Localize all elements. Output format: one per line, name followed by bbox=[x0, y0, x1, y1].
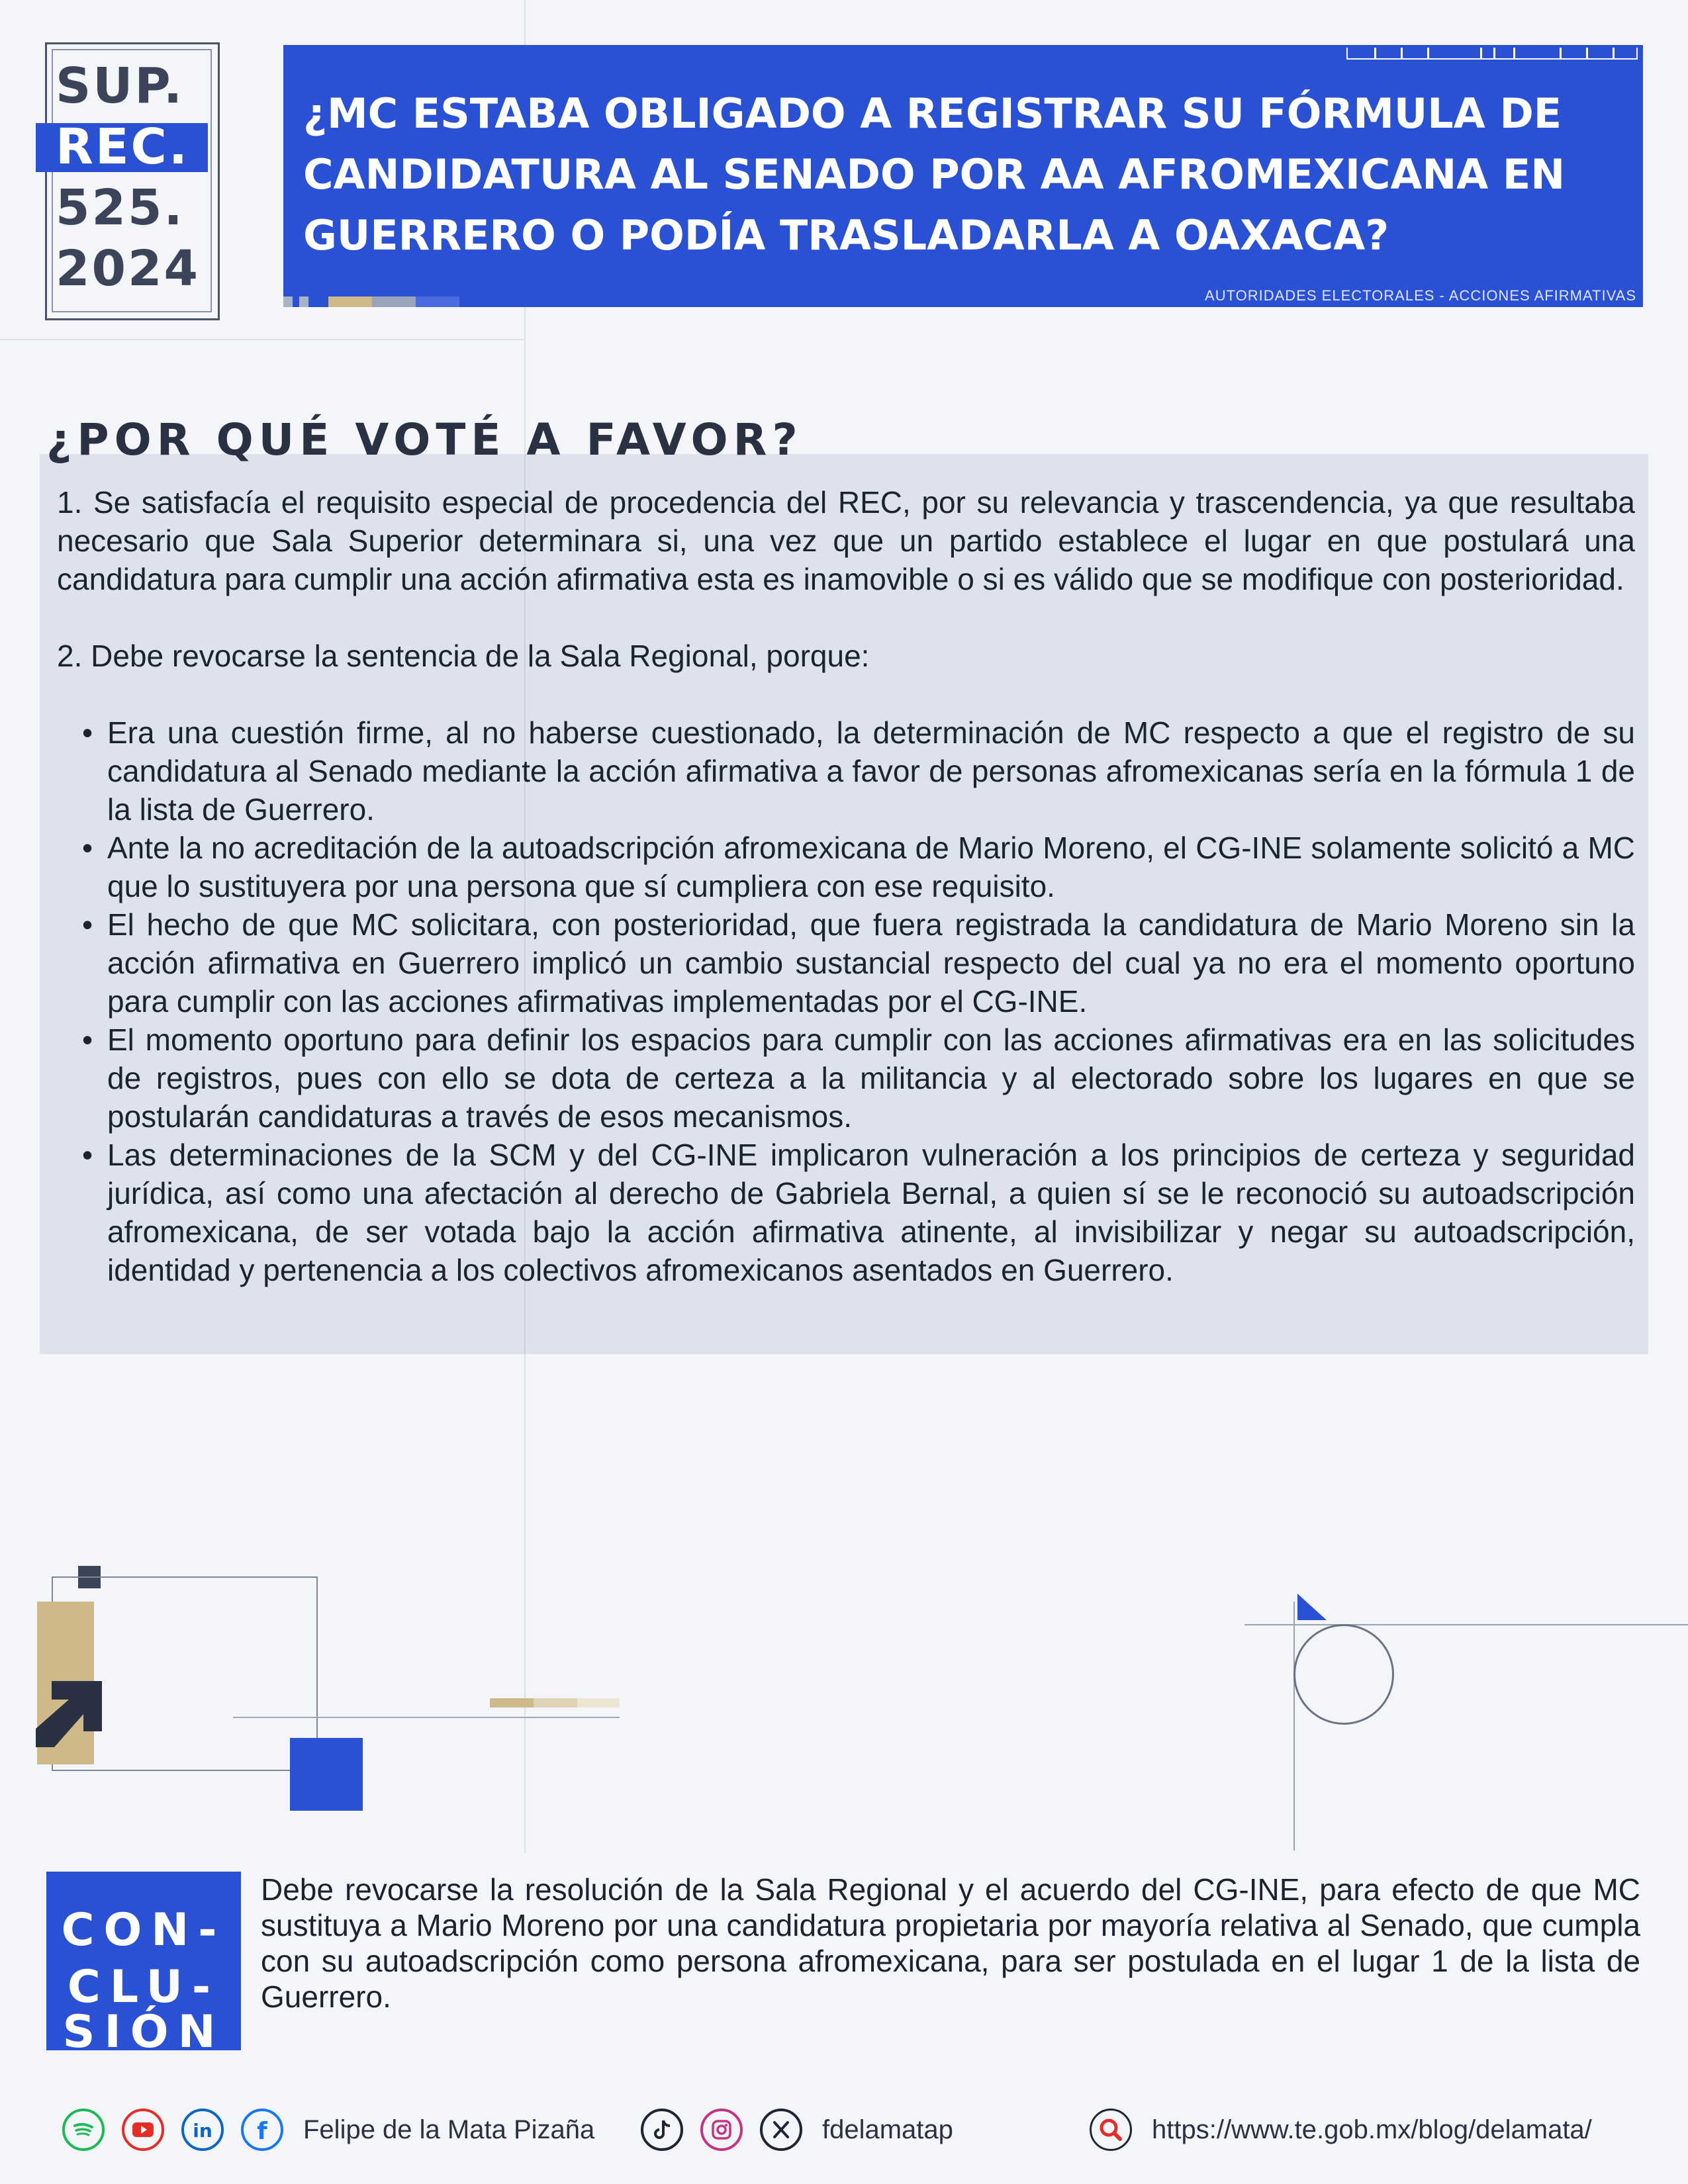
search-icon[interactable] bbox=[1090, 2109, 1132, 2151]
title-banner bbox=[283, 45, 1643, 307]
category-tag: AUTORIDADES ELECTORALES - ACCIONES AFIRMATIVAS bbox=[1205, 287, 1636, 304]
blue-square bbox=[290, 1738, 363, 1811]
footer-name: Felipe de la Mata Pizaña bbox=[303, 2115, 595, 2144]
swatch-5 bbox=[416, 296, 459, 307]
youtube-icon[interactable] bbox=[122, 2109, 164, 2151]
case-line-2: REC. bbox=[56, 118, 189, 175]
svg-text:f: f bbox=[257, 2118, 267, 2145]
list-item: • Las determinaciones de la SCM y del CG-INE implicaron vulneración a los principios de certeza y seguridad jurídica, así como una afectación al derecho de Gabriela Bernal, a quien sí se le reconoció su autoadscripción afromexicana, de ser votada bajo la acción afirmativa atinente, al invisibilizar y negar su autoadscripción, identidad y pertenencia a los colectivos afromexicanos asentados en Guerrero. bbox=[57, 1136, 1635, 1289]
bullet-list bbox=[57, 713, 1635, 1289]
gold-swatch-2 bbox=[534, 1698, 577, 1707]
swatch-2 bbox=[299, 296, 308, 307]
gold-swatch-1 bbox=[490, 1698, 534, 1707]
spotify-icon[interactable] bbox=[62, 2109, 105, 2151]
arrow-up-right-icon bbox=[36, 1681, 102, 1747]
conclusion-label-line-3: SIÓN bbox=[62, 2006, 225, 2058]
grid-line-horizontal bbox=[0, 339, 524, 340]
footer-url[interactable]: https://www.te.gob.mx/blog/delamata/ bbox=[1152, 2115, 1592, 2144]
linkedin-icon[interactable] bbox=[181, 2109, 224, 2151]
x-icon[interactable] bbox=[760, 2109, 802, 2151]
list-item: • Era una cuestión firme, al no haberse cuestionado, la determinación de MC respecto a que el registro de su candidatura al Senado mediante la acción afirmativa a favor de personas afromexicanas sería en la fórmula 1 de la lista de Guerrero. bbox=[57, 713, 1635, 829]
conclusion-text: Debe revocarse la resolución de la Sala Regional y el acuerdo del CG-INE, para efecto de que MC sustituya a Mario Moreno por una candidatura propietaria por mayoría relativa al Senado, que cumpla con su autoadscripción como persona afromexicana, para ser postulada en el lugar 1 de la lista de Guerrero. bbox=[261, 1872, 1640, 2014]
swatch-1 bbox=[283, 296, 293, 307]
case-line-1: SUP. bbox=[56, 58, 185, 114]
list-item: • El momento oportuno para definir los espacios para cumplir con las acciones afirmativas era en las solicitudes de registros, pues con ello se dota de certeza a la militancia y al electorado sobre los lugares en que se postularán candidaturas a través de esos mecanismos. bbox=[57, 1021, 1635, 1136]
conclusion-label-line-1: CON- bbox=[61, 1904, 226, 1956]
gold-swatch-3 bbox=[577, 1698, 620, 1707]
list-item: • El hecho de que MC solicitara, con posterioridad, que fuera registrada la candidatura de Mario Moreno sin la acción afirmativa en Guerrero implicó un cambio sustancial respecto del cual ya no era el momento oportuno para cumplir con las acciones afirmativas implementadas por el CG-INE. bbox=[57, 905, 1635, 1021]
case-line-4: 2024 bbox=[56, 240, 200, 297]
triangle-marker-icon bbox=[1297, 1594, 1327, 1620]
list-item: • Ante la no acreditación de la autoadscripción afromexicana de Mario Moreno, el CG-INE solamente solicitó a MC que lo sustituyera por una persona que sí cumpliera con ese requisito. bbox=[57, 829, 1635, 905]
footer-handle: fdelamatap bbox=[822, 2115, 953, 2144]
tiktok-icon[interactable] bbox=[641, 2109, 683, 2151]
swatch-4 bbox=[372, 296, 416, 307]
paragraph-2: 2. Debe revocarse la sentencia de la Sala Regional, porque: bbox=[57, 639, 870, 673]
case-line-3: 525. bbox=[56, 179, 185, 236]
section-heading: ¿POR QUÉ VOTÉ A FAVOR? bbox=[46, 414, 803, 465]
svg-text:in: in bbox=[193, 2120, 212, 2142]
circle-decoration bbox=[1293, 1624, 1394, 1725]
facebook-icon[interactable] bbox=[241, 2109, 283, 2151]
conclusion-label-box bbox=[46, 1872, 241, 2058]
ruler-decoration bbox=[1346, 48, 1638, 60]
page-title: ¿MC ESTABA OBLIGADO A REGISTRAR SU FÓRMULA DE CANDIDATURA AL SENADO POR AA AFROMEXICANA EN GUERRERO O PODÍA TRASLADARLA A OAXACA? bbox=[303, 89, 1566, 259]
conclusion-label-line-2: CLU- bbox=[67, 1961, 220, 2013]
instagram-icon[interactable] bbox=[700, 2109, 743, 2151]
paragraph-1: 1. Se satisfacía el requisito especial de procedencia del REC, por su relevancia y trascendencia, ya que resultaba necesario que Sala Superior determinara si, una vez que un partido establece el lugar en que postulará una candidatura para cumplir una acción afirmativa esta es inamovible o si es válido que se modifique con posterioridad. bbox=[57, 485, 1635, 596]
swatch-3 bbox=[328, 296, 372, 307]
